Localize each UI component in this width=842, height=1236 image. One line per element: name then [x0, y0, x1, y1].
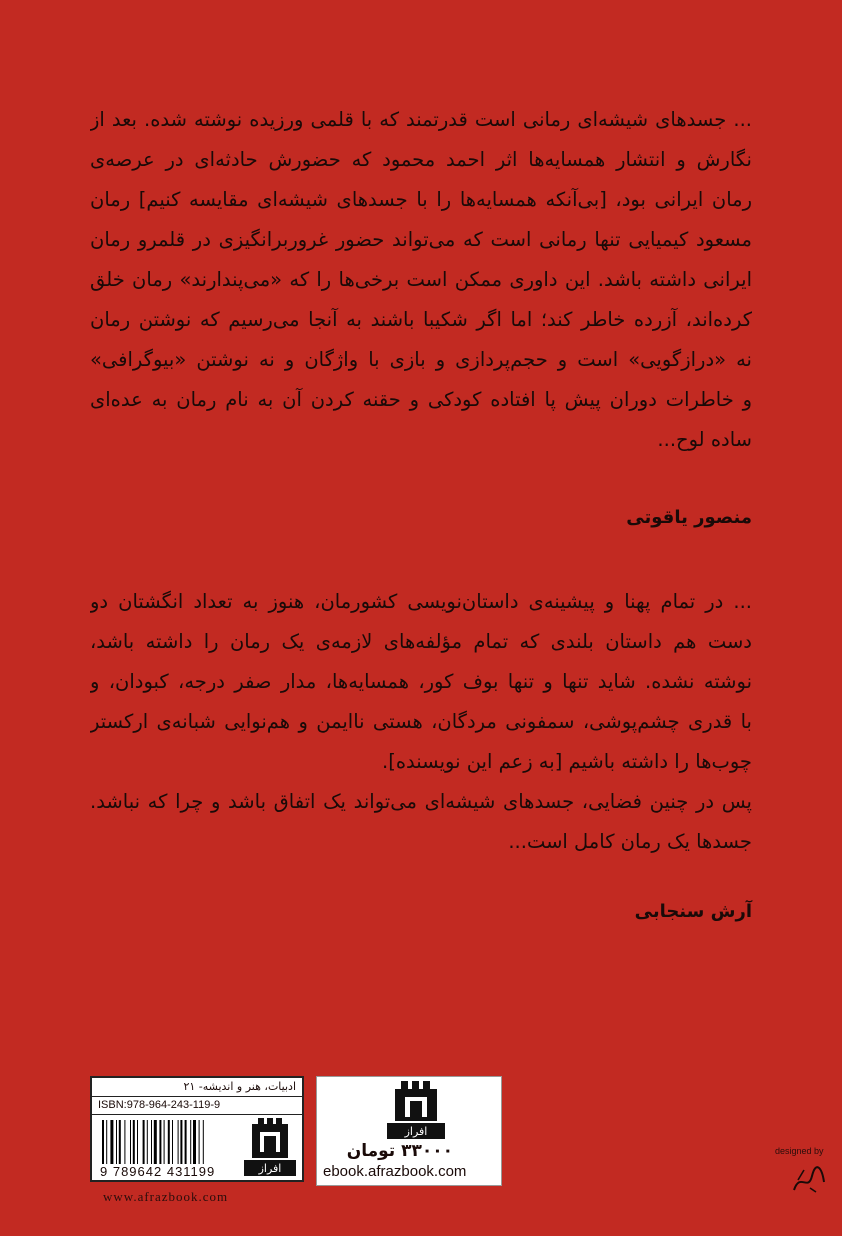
barcode-bar [106, 1120, 107, 1164]
barcode-bar [154, 1120, 157, 1164]
barcode-bar [178, 1120, 179, 1164]
barcode-bar [137, 1120, 138, 1164]
text-line: نه «درازگویی» است و حجم‌پردازی و بازی با واژگان و نه نوشتن «بیوگرافی» [90, 348, 752, 371]
barcode-bar [124, 1120, 125, 1164]
signature-2: آرش سنجابی [634, 901, 752, 922]
publisher-logo-icon [387, 1081, 445, 1141]
review-paragraph-1 [90, 100, 752, 460]
review-paragraph-2 [90, 582, 752, 862]
logo-text: افراز [404, 1125, 428, 1138]
barcode [102, 1120, 242, 1164]
barcode-bar [185, 1120, 187, 1164]
designer-signature-icon [790, 1162, 828, 1198]
text-line: با قدری چشم‌پوشی، سمفونی مردگان، هستی ناایمن و هم‌نوایی شبانه‌ی ارکستر [90, 710, 752, 733]
signature-1: منصور یاقوتی [626, 507, 752, 528]
text-line: نوشته نشده. شاید تنها و تنها بوف کور، همسایه‌ها، مدار صفر درجه، کبودان، و [90, 670, 752, 693]
barcode-bar [143, 1120, 145, 1164]
isbn-text: ISBN:978-964-243-119-9 [92, 1096, 302, 1115]
barcode-bar [130, 1120, 131, 1164]
barcode-bar [133, 1120, 135, 1164]
text-line: ... جسدهای شیشه‌ای رمانی است قدرتمند که با قلمی ورزیده نوشته شده. بعد از [90, 108, 752, 131]
ebook-url: ebook.afrazbook.com [323, 1163, 467, 1180]
text-line: رمان ایرانی بود، [بی‌آنکه همسایه‌ها را با جسدهای شیشه‌ای مقایسه کنیم] رمان [90, 188, 752, 211]
text-line: کرده‌اند، آزرده خاطر کند؛ اما اگر شکیبا باشند به آنجا می‌رسیم که نوشتن رمان [90, 308, 752, 331]
barcode-bar [190, 1120, 191, 1164]
text-line: ... در تمام پهنا و پیشینه‌ی داستان‌نویسی کشورمان، هنوز به تعداد انگشتان دو [90, 590, 752, 613]
website-url: www.afrazbook.com [103, 1189, 229, 1204]
publisher-logo-icon [244, 1118, 296, 1178]
barcode-bar [151, 1120, 152, 1164]
barcode-bar [116, 1120, 117, 1164]
barcode-bar [110, 1120, 113, 1164]
barcode-bar [159, 1120, 161, 1164]
barcode-bar [119, 1120, 121, 1164]
barcode-bar [147, 1120, 148, 1164]
text-line: نگارش و انتشار همسایه‌ها اثر احمد محمود که حضورش حادثه‌ای در عرصه‌ی [90, 148, 752, 171]
barcode-number: 9 789642 431199 [100, 1164, 216, 1179]
text-line: و خاطرات دوران پیش پا افتاده کودکی و حقنه کردن آن به نام رمان به عده‌ای [90, 388, 752, 411]
logo-text: افراز [258, 1162, 282, 1175]
barcode-bar [199, 1120, 200, 1164]
series-label: ادبیات، هنر و اندیشه- ۲۱ [92, 1078, 302, 1097]
price: ۳۳۰۰۰ تومان [346, 1141, 453, 1161]
text-line: مسعود کیمیایی تنها رمانی است که می‌تواند حضور غروربرانگیزی در قلمرو رمان [90, 228, 752, 251]
text-line: ساده لوح... [657, 428, 752, 451]
barcode-bar [203, 1120, 204, 1164]
text-line: پس در چنین فضایی، جسدهای شیشه‌ای می‌تواند یک اتفاق باشد و چرا که نباشد. [90, 790, 752, 813]
barcode-bar [172, 1120, 173, 1164]
barcode-bar [180, 1120, 182, 1164]
text-line: چوب‌ها را داشته باشیم [به زعم این نویسنده]. [382, 750, 752, 773]
text-line: دست هم داستان بلندی که تمام مؤلفه‌های لازمه‌ی یک رمان را داشته باشد، [90, 630, 752, 653]
designer-credit: designed by [775, 1146, 824, 1156]
text-line: جسدها یک رمان کامل است... [508, 830, 752, 853]
barcode-bar [164, 1120, 165, 1164]
barcode-bar [168, 1120, 170, 1164]
barcode-bar [193, 1120, 196, 1164]
text-line: ایرانی داشته باشد. این داوری ممکن است برخی‌ها را که «می‌پندارند» رمان خلق [90, 268, 752, 291]
isbn-label [90, 1076, 304, 1182]
barcode-bar [102, 1120, 104, 1164]
price-sticker [316, 1076, 502, 1186]
